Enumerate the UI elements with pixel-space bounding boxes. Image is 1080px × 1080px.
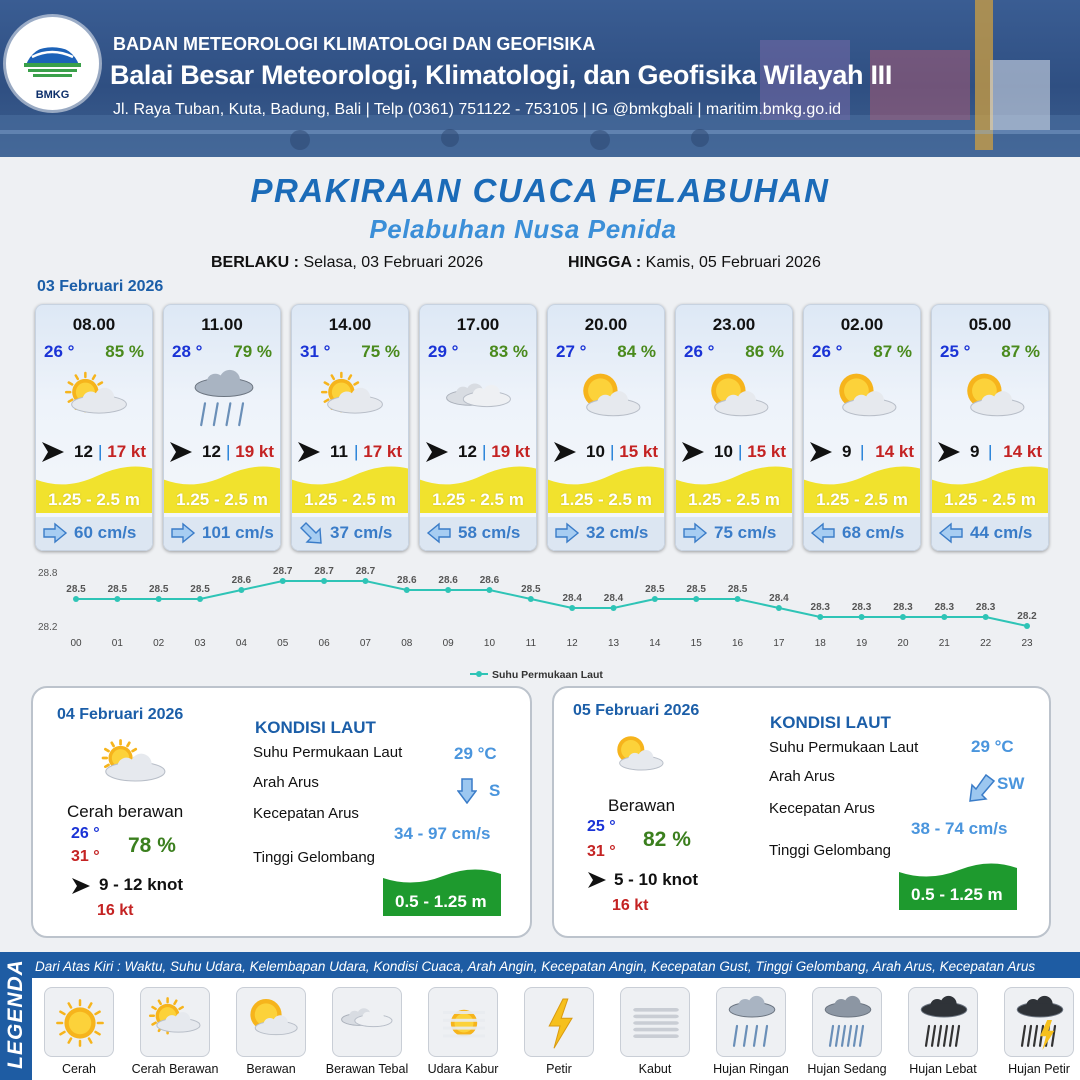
day3-condition: Berawan xyxy=(608,796,676,815)
card-time: 20.00 xyxy=(584,315,628,334)
legend-label: Hujan Ringan xyxy=(713,1062,789,1076)
day2-sea-title: KONDISI LAUT xyxy=(255,718,376,737)
sst-data-label: 28.5 xyxy=(686,584,706,595)
berawan-icon xyxy=(826,367,902,433)
day2-wave-label: Tinggi Gelombang xyxy=(253,849,376,866)
kabut-icon xyxy=(626,993,686,1053)
card-temperature: 26 ° xyxy=(812,342,843,361)
sst-data-label: 28.5 xyxy=(107,584,128,595)
card-separator: | xyxy=(482,442,487,461)
card-gust: 17 kt xyxy=(107,442,146,461)
card-wave-height: 1.25 - 2.5 m xyxy=(944,490,1036,509)
card-current-speed: 44 cm/s xyxy=(970,523,1033,542)
day3-wind-speed: 5 - 10 knot xyxy=(614,870,699,889)
legend-item xyxy=(524,987,594,1076)
legend-label: Berawan Tebal xyxy=(325,1062,409,1076)
legend-item xyxy=(807,987,887,1076)
card-current xyxy=(292,517,408,551)
card-humidity: 79 % xyxy=(233,342,272,361)
y-tick-label: 28.8 xyxy=(38,568,58,579)
legend-label: Hujan Sedang xyxy=(807,1062,887,1076)
sst-data-point xyxy=(156,596,162,602)
berawan-icon xyxy=(606,731,668,783)
legend-label: Udara Kabur xyxy=(427,1062,499,1076)
sst-data-point xyxy=(197,596,203,602)
berawan-tebal-icon xyxy=(338,993,398,1053)
card-humidity: 87 % xyxy=(1001,342,1040,361)
valid-to xyxy=(568,254,821,272)
card-wind-speed: 12 xyxy=(202,442,221,461)
current-direction-icon xyxy=(810,522,836,544)
x-tick-label: 01 xyxy=(111,638,123,649)
sst-data-point xyxy=(817,614,823,620)
chart-legend-label: Suhu Permukaan Laut xyxy=(492,669,603,681)
day3-sea-title: KONDISI LAUT xyxy=(770,713,891,732)
hourly-card xyxy=(163,304,281,551)
x-tick-label: 21 xyxy=(938,638,950,649)
card-wind xyxy=(36,440,152,464)
day2-speed-value: 34 - 97 cm/s xyxy=(394,824,491,843)
legend-icon-box xyxy=(332,987,402,1057)
card-wind-speed: 11 xyxy=(330,442,348,461)
petir-icon xyxy=(530,993,590,1053)
card-current-speed: 32 cm/s xyxy=(586,523,649,542)
sst-data-label: 28.5 xyxy=(521,584,541,595)
card-separator: | xyxy=(860,442,865,461)
day2-wind-speed: 9 - 12 knot xyxy=(99,875,184,894)
card-wind xyxy=(292,440,408,464)
x-tick-label: 17 xyxy=(773,638,785,649)
legend-item xyxy=(236,987,306,1076)
card-separator: | xyxy=(988,442,993,461)
header-banner xyxy=(0,0,1080,157)
card-wind xyxy=(164,440,280,464)
wind-direction-icon xyxy=(937,441,961,463)
day2-condition: Cerah berawan xyxy=(67,802,184,821)
sst-data-label: 28.6 xyxy=(397,575,417,586)
legend-note: Dari Atas Kiri : Waktu, Suhu Udara, Kelembapan Udara, Kondisi Cuaca, Arah Angin, Kecepatan Angin, Kecepatan Gust, Tinggi Gelombang, Arah Arus, Kecepatan Arus xyxy=(35,959,1036,974)
card-gust: 19 kt xyxy=(235,442,274,461)
berawan-icon xyxy=(698,367,774,433)
sst-data-label: 28.5 xyxy=(190,584,210,595)
x-tick-label: 10 xyxy=(483,638,496,649)
day2-speed-label: Kecepatan Arus xyxy=(253,805,359,822)
wind-direction-icon xyxy=(809,441,833,463)
legend-icon-box xyxy=(812,987,882,1057)
day3-panel xyxy=(552,686,1051,938)
day2-humidity: 78 % xyxy=(128,834,176,857)
legend-point-marker xyxy=(476,671,482,677)
x-tick-label: 22 xyxy=(980,638,992,649)
card-separator: | xyxy=(98,442,103,461)
x-tick-label: 12 xyxy=(566,638,578,649)
x-tick-label: 16 xyxy=(732,638,744,649)
day2-temp-max: 31 ° xyxy=(71,848,100,865)
legend-label: Cerah Berawan xyxy=(131,1062,219,1076)
day2-sst-label: Suhu Permukaan Laut xyxy=(253,744,403,761)
card-gust: 17 kt xyxy=(363,442,402,461)
card-separator: | xyxy=(226,442,231,461)
card-wave-height: 1.25 - 2.5 m xyxy=(304,490,396,509)
hujan-lebat-icon xyxy=(914,993,974,1053)
sst-data-label: 28.3 xyxy=(893,602,913,613)
card-time: 11.00 xyxy=(201,315,243,334)
sst-data-point xyxy=(445,587,451,593)
wind-direction-icon xyxy=(169,441,193,463)
x-tick-label: 19 xyxy=(856,638,868,649)
hourly-card xyxy=(419,304,537,551)
card-separator: | xyxy=(738,442,743,461)
legend-icon-box xyxy=(620,987,690,1057)
card-wind-speed: 9 xyxy=(970,442,980,461)
day2-dir-label: Arah Arus xyxy=(253,774,319,791)
card-wave-height: 1.25 - 2.5 m xyxy=(432,490,524,509)
card-humidity: 85 % xyxy=(105,342,144,361)
card-wave-height: 1.25 - 2.5 m xyxy=(176,490,268,509)
card-time: 05.00 xyxy=(968,315,1012,334)
valid-from-value: Selasa, 03 Februari 2026 xyxy=(303,254,484,271)
day3-speed-value: 38 - 74 cm/s xyxy=(911,819,1008,838)
day3-date: 05 Februari 2026 xyxy=(573,702,700,719)
card-wind-speed: 9 xyxy=(842,442,852,461)
sea-surface-temperature-chart xyxy=(30,560,1050,685)
wind-direction-icon xyxy=(587,871,607,889)
card-current-speed: 37 cm/s xyxy=(330,523,393,542)
port-name: Pelabuhan Nusa Penida xyxy=(369,214,677,244)
day3-humidity: 82 % xyxy=(643,828,691,851)
valid-to-label: HINGGA : xyxy=(568,254,642,271)
sst-data-label: 28.3 xyxy=(810,602,830,613)
day3-gust: 16 kt xyxy=(612,897,649,914)
cerah-berawan-icon xyxy=(314,367,390,433)
sst-data-label: 28.5 xyxy=(66,584,86,595)
current-arrow-down-icon xyxy=(457,778,477,804)
card-wind-speed: 12 xyxy=(458,442,477,461)
x-tick-label: 14 xyxy=(649,638,661,649)
legend-label: Berawan xyxy=(246,1062,296,1076)
current-direction-icon xyxy=(42,522,68,544)
cerah-berawan-icon xyxy=(91,735,173,795)
x-tick-label: 08 xyxy=(401,638,413,649)
card-wind-speed: 12 xyxy=(74,442,93,461)
card-wave-height: 1.25 - 2.5 m xyxy=(688,490,780,509)
hujan-ringan-icon xyxy=(186,367,262,433)
card-wind-speed: 10 xyxy=(714,442,733,461)
legend-item xyxy=(131,987,219,1076)
logo-text: BMKG xyxy=(35,89,70,101)
x-tick-label: 23 xyxy=(1021,638,1033,649)
sst-data-point xyxy=(735,596,741,602)
card-gust: 15 kt xyxy=(619,442,658,461)
agency-name: BADAN METEOROLOGI KLIMATOLOGI DAN GEOFISIKA xyxy=(113,34,596,54)
card-wind xyxy=(932,440,1048,464)
sst-data-point xyxy=(486,587,492,593)
x-tick-label: 05 xyxy=(277,638,289,649)
sst-data-point xyxy=(693,596,699,602)
day3-wave-label: Tinggi Gelombang xyxy=(769,842,892,859)
y-tick-label: 28.2 xyxy=(38,622,58,633)
hujan-petir-icon xyxy=(1010,993,1070,1053)
sst-data-point xyxy=(362,578,368,584)
card-current-speed: 75 cm/s xyxy=(714,523,777,542)
sst-data-label: 28.4 xyxy=(603,593,624,604)
current-direction-icon xyxy=(426,522,452,544)
sst-data-label: 28.6 xyxy=(231,575,252,586)
legend-icon-box xyxy=(908,987,978,1057)
berawan-icon xyxy=(242,993,302,1053)
sst-data-label: 28.6 xyxy=(479,575,500,586)
card-wind xyxy=(548,440,664,464)
sst-data-label: 28.7 xyxy=(314,566,334,577)
card-separator: | xyxy=(354,442,359,461)
hourly-card xyxy=(803,304,921,551)
x-tick-label: 13 xyxy=(607,638,620,649)
card-time: 02.00 xyxy=(840,315,884,334)
sst-data-point xyxy=(114,596,120,602)
sst-data-point xyxy=(983,614,989,620)
day3-sst-value: 29 °C xyxy=(971,737,1014,756)
legend-item xyxy=(427,987,499,1076)
legend-label: Petir xyxy=(546,1062,572,1076)
card-gust: 15 kt xyxy=(747,442,786,461)
card-time: 23.00 xyxy=(712,315,756,334)
card-current-speed: 101 cm/s xyxy=(202,523,274,542)
day1-date: 03 Februari 2026 xyxy=(37,278,164,295)
legend-label: Cerah xyxy=(61,1062,97,1076)
sst-data-label: 28.3 xyxy=(851,602,872,613)
day2-gust: 16 kt xyxy=(97,902,134,919)
sst-data-label: 28.3 xyxy=(934,602,955,613)
day2-dir-value: S xyxy=(489,781,501,800)
card-gust: 14 kt xyxy=(875,442,914,461)
legend-items xyxy=(32,978,1080,1080)
x-tick-label: 02 xyxy=(153,638,165,649)
hujan-ringan-icon xyxy=(722,993,782,1053)
hourly-card xyxy=(547,304,665,551)
card-current xyxy=(164,517,280,551)
sst-data-label: 28.3 xyxy=(975,602,996,613)
day3-wave-value: 0.5 - 1.25 m xyxy=(911,885,1003,904)
x-tick-label: 09 xyxy=(442,638,454,649)
x-tick-label: 04 xyxy=(235,638,247,649)
legend-item xyxy=(44,987,114,1076)
current-direction-icon xyxy=(170,522,196,544)
legend-item xyxy=(908,987,978,1076)
card-current xyxy=(932,517,1048,551)
wind-direction-icon xyxy=(41,441,65,463)
card-wind xyxy=(804,440,920,464)
bmkg-logo xyxy=(6,17,99,110)
card-temperature: 28 ° xyxy=(172,342,203,361)
card-time: 08.00 xyxy=(72,315,116,334)
sst-data-label: 28.7 xyxy=(355,566,376,577)
card-wind xyxy=(676,440,792,464)
hourly-card xyxy=(931,304,1049,551)
card-wind-speed: 10 xyxy=(586,442,605,461)
valid-from-label: BERLAKU : xyxy=(211,254,299,271)
sst-data-label: 28.6 xyxy=(438,575,458,586)
day3-temp-max: 31 ° xyxy=(587,843,616,860)
udara-kabur-icon xyxy=(434,993,494,1053)
sst-data-point xyxy=(569,605,575,611)
day2-date: 04 Februari 2026 xyxy=(57,706,184,723)
legend xyxy=(0,952,1080,1080)
page-title: PRAKIRAAN CUACA PELABUHAN xyxy=(250,172,830,209)
current-direction-icon xyxy=(554,522,580,544)
card-temperature: 27 ° xyxy=(556,342,587,361)
card-gust: 19 kt xyxy=(491,442,530,461)
card-current xyxy=(36,517,152,551)
wind-direction-icon xyxy=(71,877,91,895)
berawan-icon xyxy=(570,367,646,433)
day2-wave-value: 0.5 - 1.25 m xyxy=(395,892,487,911)
x-tick-label: 20 xyxy=(897,638,909,649)
card-humidity: 84 % xyxy=(617,342,656,361)
sst-data-point xyxy=(73,596,79,602)
legend-label: Hujan Lebat xyxy=(909,1062,977,1076)
legend-item xyxy=(620,987,690,1076)
sst-data-point xyxy=(652,596,658,602)
hourly-card xyxy=(675,304,793,551)
legend-item xyxy=(713,987,789,1076)
day3-dir-value: SW xyxy=(997,774,1025,793)
legend-icon-box xyxy=(524,987,594,1057)
wind-direction-icon xyxy=(425,441,449,463)
card-current xyxy=(548,517,664,551)
x-tick-label: 06 xyxy=(318,638,330,649)
hourly-card xyxy=(35,304,153,551)
sst-data-point xyxy=(900,614,906,620)
sst-data-label: 28.5 xyxy=(148,584,169,595)
sst-data-label: 28.5 xyxy=(727,584,748,595)
sst-data-point xyxy=(1024,623,1030,629)
wind-direction-icon xyxy=(297,441,321,463)
sst-data-point xyxy=(238,587,244,593)
sst-data-point xyxy=(611,605,617,611)
legend-item xyxy=(325,987,409,1076)
current-direction-icon xyxy=(682,522,708,544)
card-wind xyxy=(420,440,536,464)
card-separator: | xyxy=(610,442,615,461)
card-wave-height: 1.25 - 2.5 m xyxy=(816,490,908,509)
sst-data-point xyxy=(776,605,782,611)
card-temperature: 31 ° xyxy=(300,342,331,361)
current-arrow-down-left-icon xyxy=(968,774,996,802)
day2-sst-value: 29 °C xyxy=(454,744,497,763)
sst-data-label: 28.7 xyxy=(273,566,293,577)
card-current-speed: 60 cm/s xyxy=(74,523,137,542)
sst-data-point xyxy=(321,578,327,584)
x-tick-label: 15 xyxy=(690,638,702,649)
card-wave-height: 1.25 - 2.5 m xyxy=(48,490,140,509)
card-time: 14.00 xyxy=(328,315,372,334)
card-current xyxy=(804,517,920,551)
sst-data-label: 28.2 xyxy=(1017,611,1037,622)
hourly-card xyxy=(291,304,409,551)
legend-label: Hujan Petir xyxy=(1008,1062,1070,1076)
sst-data-point xyxy=(859,614,865,620)
legend-side xyxy=(0,952,32,1080)
berawan-tebal-icon xyxy=(442,367,518,433)
day2-temp-min: 26 ° xyxy=(71,825,100,842)
card-temperature: 26 ° xyxy=(44,342,75,361)
legend-icon-box xyxy=(236,987,306,1057)
sst-data-point xyxy=(280,578,286,584)
x-tick-label: 18 xyxy=(814,638,826,649)
hujan-sedang-icon xyxy=(818,993,878,1053)
card-current xyxy=(676,517,792,551)
day3-sst-label: Suhu Permukaan Laut xyxy=(769,739,919,756)
cerah-berawan-icon xyxy=(146,993,206,1053)
card-current-speed: 68 cm/s xyxy=(842,523,905,542)
sst-series-line xyxy=(76,581,1027,626)
x-tick-label: 11 xyxy=(525,638,537,649)
legend-icon-box xyxy=(1004,987,1074,1057)
office-address: Jl. Raya Tuban, Kuta, Badung, Bali | Telp (0361) 751122 - 753105 | IG @bmkgbali | maritim.bmkg.go.id xyxy=(113,101,842,118)
card-current xyxy=(420,517,536,551)
sst-data-point xyxy=(404,587,410,593)
x-tick-label: 07 xyxy=(359,638,371,649)
current-direction-icon xyxy=(298,522,324,544)
card-humidity: 75 % xyxy=(361,342,400,361)
current-direction-icon xyxy=(938,522,964,544)
valid-from xyxy=(211,254,483,272)
legend-item xyxy=(1004,987,1074,1076)
cerah-icon xyxy=(50,993,110,1053)
legend-icon-box xyxy=(428,987,498,1057)
card-temperature: 29 ° xyxy=(428,342,459,361)
card-time: 17.00 xyxy=(456,315,500,334)
wind-direction-icon xyxy=(553,441,577,463)
x-tick-label: 00 xyxy=(70,638,82,649)
card-humidity: 87 % xyxy=(873,342,912,361)
x-tick-label: 03 xyxy=(194,638,206,649)
card-gust: 14 kt xyxy=(1003,442,1042,461)
card-humidity: 83 % xyxy=(489,342,528,361)
valid-to-value: Kamis, 05 Februari 2026 xyxy=(645,254,821,271)
office-name: Balai Besar Meteorologi, Klimatologi, dan Geofisika Wilayah III xyxy=(110,60,893,90)
legend-icon-box xyxy=(716,987,786,1057)
day3-speed-label: Kecepatan Arus xyxy=(769,800,875,817)
legend-icon-box xyxy=(44,987,114,1057)
day2-panel xyxy=(31,686,532,938)
day3-dir-label: Arah Arus xyxy=(769,768,835,785)
card-humidity: 86 % xyxy=(745,342,784,361)
wind-direction-icon xyxy=(681,441,705,463)
sst-data-label: 28.5 xyxy=(645,584,665,595)
sst-data-label: 28.4 xyxy=(769,593,789,604)
card-current-speed: 58 cm/s xyxy=(458,523,521,542)
legend-title: LEGENDA xyxy=(4,959,27,1069)
cerah-berawan-icon xyxy=(58,367,134,433)
card-temperature: 25 ° xyxy=(940,342,971,361)
legend-label: Kabut xyxy=(638,1062,672,1076)
day3-temp-min: 25 ° xyxy=(587,818,616,835)
sst-data-point xyxy=(528,596,534,602)
sst-data-point xyxy=(941,614,947,620)
berawan-icon xyxy=(954,367,1030,433)
sst-data-label: 28.4 xyxy=(562,593,582,604)
legend-icon-box xyxy=(140,987,210,1057)
card-wave-height: 1.25 - 2.5 m xyxy=(560,490,652,509)
card-temperature: 26 ° xyxy=(684,342,715,361)
